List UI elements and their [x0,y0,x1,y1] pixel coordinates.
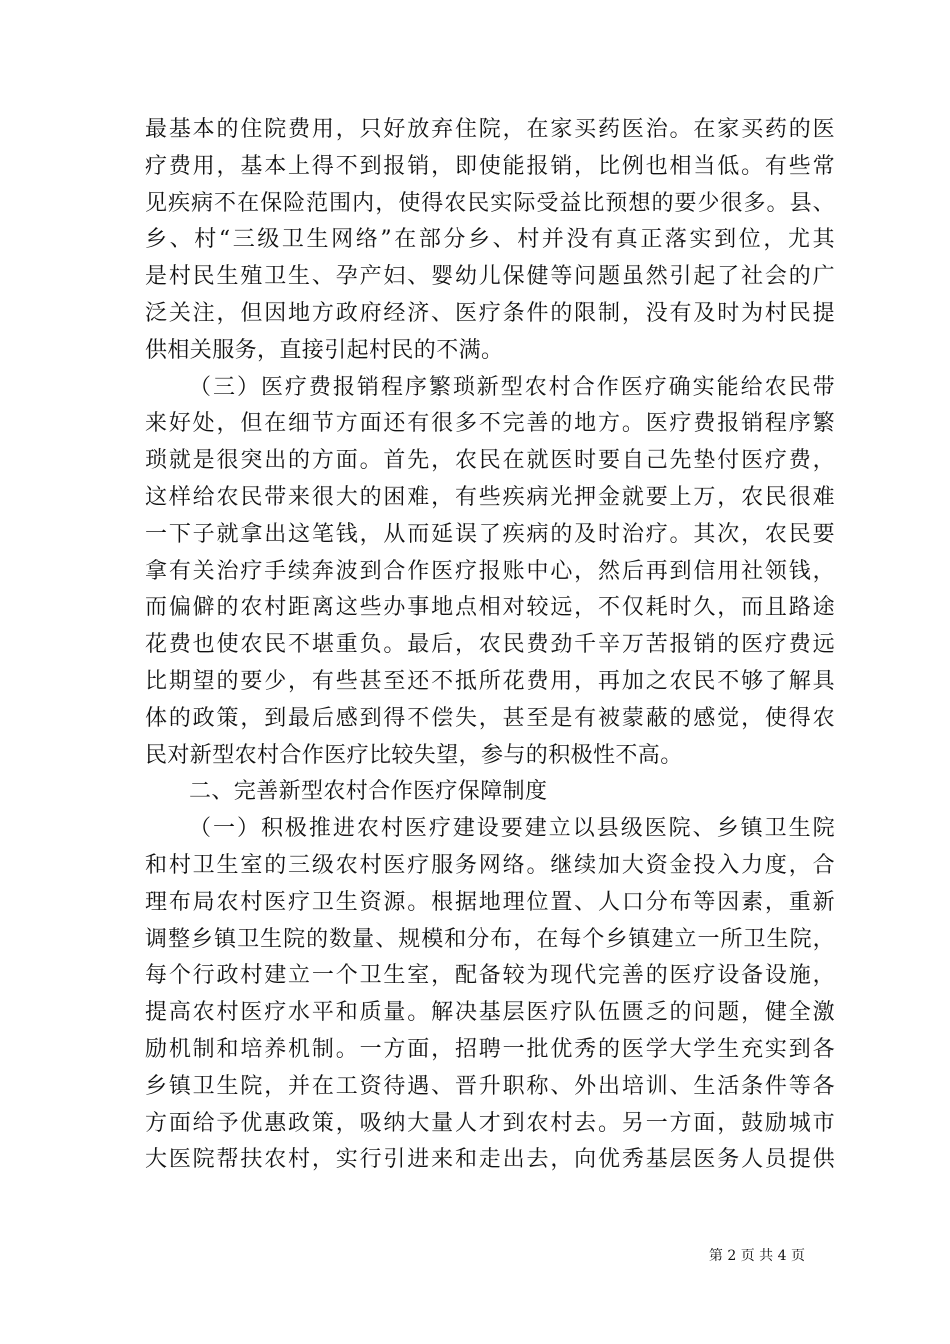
text-line: 花费也使农民不堪重负。最后，农民费劲千辛万苦报销的医疗费远 [145,632,835,658]
text-line: 调整乡镇卫生院的数量、规模和分布，在每个乡镇建立一所卫生院， [145,926,835,952]
text-line: 来好处，但在细节方面还有很多不完善的地方。医疗费报销程序繁 [145,411,835,437]
text-line: 提高农村医疗水平和质量。解决基层医疗队伍匮乏的问题，健全激 [145,1000,835,1026]
body-text [145,112,835,1179]
section-heading: 二、完善新型农村合作医疗保障制度 [189,779,548,805]
text-line: 比期望的要少，有些甚至还不抵所花费用，再加之农民不够了解具 [145,668,835,694]
text-line: 励机制和培养机制。一方面，招聘一批优秀的医学大学生充实到各 [145,1036,835,1062]
text-line: 泛关注，但因地方政府经济、医疗条件的限制，没有及时为村民提 [145,300,835,326]
text-line: 最基本的住院费用，只好放弃住院，在家买药医治。在家买药的医 [145,117,835,142]
text-line: 乡、村“三级卫生网络”在部分乡、村并没有真正落实到位，尤其 [145,227,835,253]
page-number-footer: 第 2 页 共 4 页 [708,1248,805,1264]
text-line: 大医院帮扶农村，实行引进来和走出去，向优秀基层医务人员提供 [145,1147,835,1173]
text-line: 供相关服务，直接引起村民的不满。 [145,337,504,363]
text-line: 而偏僻的农村距离这些办事地点相对较远，不仅耗时久，而且路途 [145,595,835,621]
text-line: 每个行政村建立一个卫生室，配备较为现代完善的医疗设备设施， [145,963,835,989]
text-line: 疗费用，基本上得不到报销，即使能报销，比例也相当低。有些常 [145,153,835,179]
text-line: 方面给予优惠政策，吸纳大量人才到农村去。另一方面，鼓励城市 [145,1110,835,1136]
text-line: 民对新型农村合作医疗比较失望，参与的积极性不高。 [145,742,683,768]
text-line: 这样给农民带来很大的困难，有些疾病光押金就要上万，农民很难 [145,484,835,510]
text-line: 见疾病不在保险范围内，使得农民实际受益比预想的要少很多。县、 [145,190,835,216]
paragraph-first-line: （一）积极推进农村医疗建设要建立以县级医院、乡镇卫生院 [189,816,835,842]
text-line: 琐就是很突出的方面。首先，农民在就医时要自己先垫付医疗费， [145,448,835,474]
text-line: 乡镇卫生院，并在工资待遇、晋升职称、外出培训、生活条件等各 [145,1073,835,1099]
text-line: 一下子就拿出这笔钱，从而延误了疾病的及时治疗。其次，农民要 [145,521,835,547]
text-line: 体的政策，到最后感到得不偿失，甚至是有被蒙蔽的感觉，使得农 [145,705,835,731]
text-line: 理布局农村医疗卫生资源。根据地理位置、人口分布等因素，重新 [145,889,835,915]
paragraph-first-line: （三）医疗费报销程序繁琐新型农村合作医疗确实能给农民带 [189,374,835,400]
text-line: 是村民生殖卫生、孕产妇、婴幼儿保健等问题虽然引起了社会的广 [145,264,835,290]
text-line: 和村卫生室的三级农村医疗服务网络。继续加大资金投入力度，合 [145,852,835,878]
text-line: 拿有关治疗手续奔波到合作医疗报账中心，然后再到信用社领钱， [145,558,835,584]
